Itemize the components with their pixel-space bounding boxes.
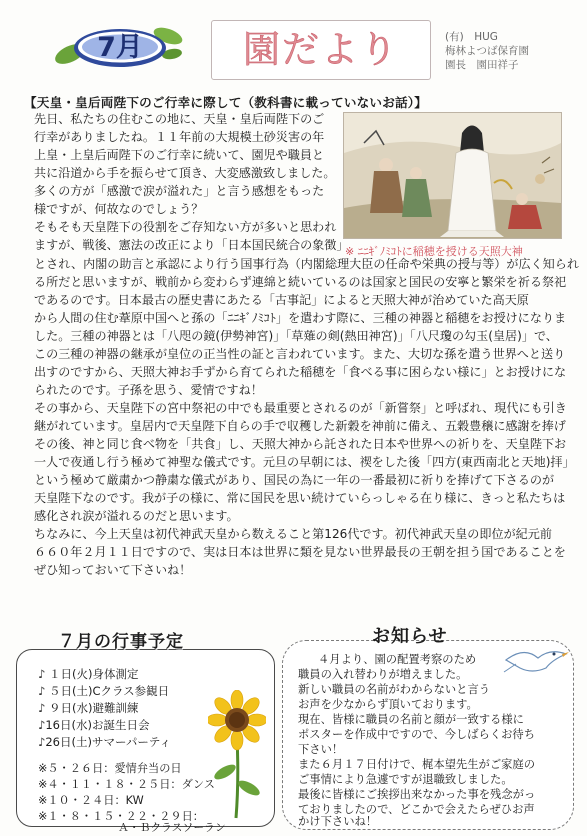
article-line: その事から、天皇陛下の宮中祭祀の中でも最重要とされるのが「新嘗祭」と呼ばれ、現代にも引き — [34, 401, 567, 415]
month-badge-text: 7月 — [97, 32, 143, 63]
article-line: 天皇陛下なのです。我が子の様に、常に国民を思い続けていらっしゃる在り様に、きっと私たちは — [34, 491, 566, 505]
article-line: ぜひ知っておいて下さいね！ — [34, 563, 192, 577]
event-note: ※１０・２４日：KW — [38, 794, 144, 807]
notice-line: ご事情により急遽ですが退職致しました。 — [298, 773, 513, 786]
notice-line: 下さい！ — [298, 743, 344, 756]
music-note-icon: ♪ — [38, 667, 46, 681]
org-director: 園長 園田祥子 — [445, 59, 519, 71]
newsletter-title: 園だより — [243, 28, 399, 71]
article-line: 多くの方が「感激で涙が溢れた」と言う感想をもった — [34, 184, 325, 198]
events-title-wrap — [58, 627, 228, 652]
notice-line: お声を少なからず頂いております。 — [298, 698, 478, 711]
article-line: 上皇・上皇后両陛下のご行幸に続いて、園児や職員と — [34, 148, 325, 162]
month-badge-illustration — [52, 22, 184, 70]
article-line: 先日、私たちの住むこの地に、天皇・皇后両陛下のご — [34, 112, 325, 126]
org-company: (有) HUG — [445, 31, 498, 43]
title-frame — [211, 20, 431, 80]
notice-line: ておりましたので、どこかで会えたらぜひお声 — [298, 803, 535, 816]
event-item-text: 26日(土)サマーパーティ — [45, 735, 171, 749]
article-line: であるのです。日本最古の歴史書にあたる「古事記」によると天照大神が治めていた高天原 — [34, 293, 529, 307]
event-item-text: 16日(水)お誕生日会 — [45, 718, 150, 732]
article-line: 様ですが、何故なのでしょう？ — [34, 202, 204, 216]
notice-line: また６月１７日付けで、梶本望先生がご家庭の — [298, 758, 536, 771]
article-line: 継がれています。皇居内で天皇陛下自らの手で収穫した新穀を神前に備え、五穀豊穣に感謝を捧げ — [34, 419, 566, 433]
article-line: ますが、戦後、憲法の改正により「日本国民統合の象徴」 — [34, 238, 349, 252]
article-line: から人間の住む葦原中国へと孫の「ﾆﾆｷﾞﾉﾐｺﾄ」を遣わす際に、三種の神器と稲穂をお授けになりま — [34, 311, 567, 325]
article-line: 行幸がありましたね。１１年前の大規模土砂災害の年 — [34, 130, 325, 144]
bird-icon — [502, 642, 570, 680]
event-note: Ａ・Ｂクラスソーラン — [118, 821, 226, 834]
event-item-text: ５日(土)Cクラス参観日 — [49, 684, 170, 698]
event-note: ※５・２６日：愛情弁当の日 — [38, 762, 182, 775]
event-item-text: １日(火)身体測定 — [49, 667, 139, 681]
event-item — [38, 734, 171, 750]
event-note: ※４・１１・１８・２５日：ダンス — [38, 778, 215, 791]
event-item — [38, 683, 169, 699]
article-line: ちなみに、今上天皇は初代神武天皇から数えること第126代です。初代神武天皇の即位が紀元前 — [34, 527, 552, 541]
article-line: る所だと思いますが、戦前から変わらず連綿と続いているのは国家と国民の安寧と繁栄を祈る祭祀 — [34, 275, 567, 289]
article-line: 出すのですから、天照大神お手ずから育てられた稲穂を「食べる事に困らない様に」とお授けにな — [34, 365, 567, 379]
event-item — [38, 717, 149, 733]
music-note-icon: ♪ — [38, 684, 46, 698]
notice-line: かけ下さいね！ — [298, 815, 378, 828]
organization-info — [445, 30, 529, 72]
article-line: 一人で夜通し行う極めて神聖な儀式です。元旦の早朝には、禊をした後「四方(東西南北と天地)拝」 — [34, 455, 575, 469]
article-line: とされ、内閣の助言と承認により行う国事行為（内閣総理大臣の任命や栄典の授与等）が広く知られ — [34, 257, 579, 271]
event-item-text: ９日(水)避難訓練 — [49, 701, 139, 715]
music-note-icon: ♪ — [38, 718, 46, 732]
article-line: 共に沿道から手を振らせて頂き、大変感激致しました。 — [34, 166, 336, 180]
article-line: その後、神と同じ食べ物を「共食」し、天照大神から託された日本や世界への祈りを、天皇陛下お — [34, 437, 567, 451]
notice-line: 最後に皆様にご挨拶出来なかった事を残念がっ — [298, 788, 536, 801]
events-title: ７月の行事予定 — [58, 632, 184, 652]
notice-line: ４月より、園の配置考察のため — [318, 653, 477, 666]
notice-line: 新しい職員の名前がわからないと言う — [298, 683, 491, 696]
org-school: 梅林よつば保育園 — [445, 45, 529, 57]
event-item — [38, 700, 138, 716]
music-note-icon: ♪ — [38, 735, 46, 749]
event-item — [38, 666, 138, 682]
event-note: ※１・８・１５・２２・２９日： — [38, 810, 204, 823]
article-line: という極めて厳粛かつ静粛な儀式があり、国民の為に一年の一番最初に祈りを捧げて下さるのが — [34, 473, 555, 487]
article-line: られたのです。子孫を思う、愛情ですね！ — [34, 383, 263, 397]
article-heading: 【天皇・皇后両陛下のご行幸に際して（教科書に載っていないお話）】 — [24, 95, 428, 110]
notice-line: 職員の入れ替わりが増えました。 — [298, 668, 468, 681]
sunflower-icon — [208, 690, 266, 820]
article-line: 感化され涙が溢れるのだと思います。 — [34, 509, 239, 523]
notice-line: 現在、皆様に職員の名前と顔が一致する様に — [298, 713, 524, 726]
music-note-icon: ♪ — [38, 701, 46, 715]
article-line: した。三種の神器とは「八咫の鏡(伊勢神宮)」「草薙の剣(熱田神宮)」「八尺瓊の勾玉(皇居)」で、 — [34, 329, 558, 343]
painting-caption: ※ ﾆﾆｷﾞﾉﾐｺﾄに稲穂を授ける天照大神 — [345, 245, 523, 258]
notice-title: お知らせ — [372, 626, 448, 647]
notice-line: ポスターを作成中ですので、今しばらくお待ち — [298, 728, 536, 741]
article-line: ６６０年２月１１日ですので、実は日本は世界に類を見ない世界最長の王朝を担う国であることを — [34, 545, 566, 559]
article-line: この三種の神器の継承が皇位の正当性の証と言われています。また、大切な孫を遣う世界へと送り — [34, 347, 566, 361]
article-line: そもそも天皇陛下の役割をご存知ない方が多いと思われ — [34, 220, 337, 234]
amaterasu-painting — [343, 112, 562, 239]
